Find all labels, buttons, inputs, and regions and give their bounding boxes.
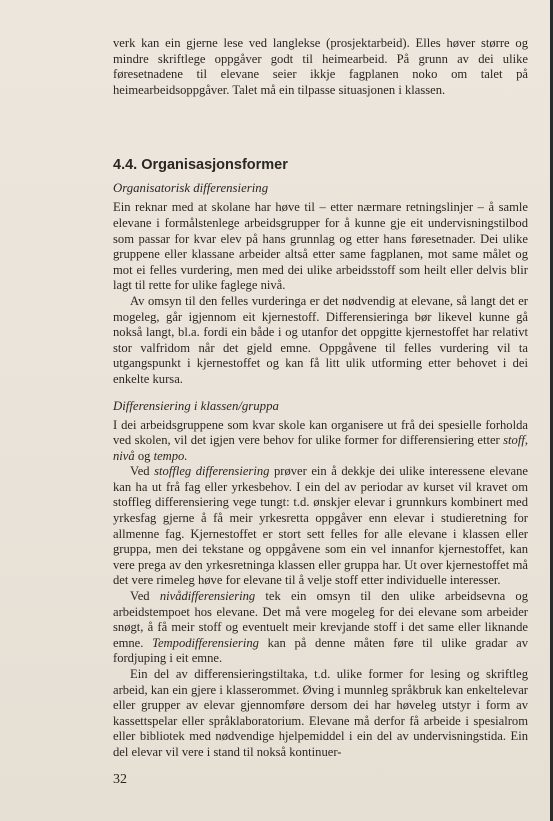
paragraph-niva: Ved nivådifferensiering tek ein omsyn til den ulike arbeidsevna og arbeidstempoet hos elevane. Det må vere mogeleg for dei elevane som arbeider snøgt, å få meir stoff og eventuelt meir krevjande stoff i det same eller liknande emne. Tempodifferensiering kan på denne måten føre til ulike gradar av fordjuping i eit emne. bbox=[113, 589, 528, 666]
emphasis-tempodifferensiering: Tempodifferensiering bbox=[152, 635, 259, 650]
emphasis-stoff-niva: stoff, nivå bbox=[113, 433, 528, 463]
emphasis-tempo: tempo. bbox=[153, 448, 188, 463]
paragraph-organisatorisk-1: Ein reknar med at skolane har høve til – etter nærmare retningslinjer – å samle elevane i formålstenlege arbeidsgrupper for å kunne gje eit undervisningstilbod som passar for kvar elev på hans grunnlag og etter hans føresetnader. Dei ulike gruppene eller klassane arbeider altså etter same fagplanen, mot same målet og mot ei felles vurdering, men med dei ulike arbeidsstoff som heilt eller delvis blir lagt til rette for ulike faglege nivå. bbox=[113, 200, 528, 293]
paragraph-organisatorisk-2: Av omsyn til den felles vurderinga er det nødvendig at elevane, så langt det er mogeleg, går igjennom eit kjernestoff. Differensieringa bør likevel kunne gå nokså langt, bl.a. fordi ein både i og utanfor det oppgitte kjernestoffet har relativt stor valfridom når det gjeld emne. Oppgåvene til felles vurdering vil ta utgangspunkt i kjernestoffet og kan få litt ulik utforming etter behovet i dei enkelte kursa. bbox=[113, 293, 528, 386]
subheading-differensiering-klassen: Differensiering i klassen/gruppa bbox=[113, 398, 279, 413]
intro-paragraph: verk kan ein gjerne lese ved langlekse (prosjektarbeid). Elles høver større og mindre skriftlege oppgåver godt til heimearbeid. På grunn av dei ulike føresetnadene til elevane seier ikkje fagplanen noko om talet på heimearbeidsoppgåver. Talet må ein tilpasse situasjonen i klassen. bbox=[113, 36, 528, 97]
page-number: 32 bbox=[113, 772, 127, 787]
page-content bbox=[113, 36, 528, 761]
emphasis-stoffleg: stoffleg differensiering bbox=[154, 464, 270, 479]
subheading-organisatorisk: Organisatorisk differensiering bbox=[113, 181, 269, 196]
paragraph-differensiering-1: I dei arbeidsgruppene som kvar skole kan organisere ut frå dei spesielle forholda ved skolen, vil det igjen vere behov for ulike former for differensiering etter stoff, nivå og tempo. bbox=[113, 417, 528, 463]
paragraph-stoffleg: Ved stoffleg differensiering prøver ein å dekkje dei ulike interessene elevane kan ha ut frå fag eller yrkesbehov. I ein del av periodar av kurset vil kravet om stoffleg differensiering vege tungt: t.d. ønskjer elevar i grunnkurs kombinert med yrkesfag gjerne å få meir yrkesretta oppgåver enn elevar i studieretning for allmenne fag. Kjernestoffet er stort sett felles for alle elevane i klassen eller gruppa, men dei tekstane og oppgåvene som ein vel innanfor kjernestoffet, kan vere prega av den yrkesretninga klassen eller gruppa har. Ut over kjernestoffet må det vere rimeleg høve for elevane til å velje stoff etter individuelle interesser. bbox=[113, 464, 528, 588]
section-heading: 4.4. Organisasjonsformer bbox=[113, 157, 288, 174]
paragraph-tiltak: Ein del av differensieringstiltaka, t.d. ulike former for lesing og skriftleg arbeid, kan ein gjere i klasserommet. Øving i munnleg språkbruk kan enkeltelevar eller grupper av elevar gjennomføre dersom dei har høveleg utstyr i form av kassettspelar eller språklaboratorium. Elevane må derfor få arbeide i spesialrom eller bibliotek med nødvendige hjelpemiddel i ein del av undervisningstida. Ein del elevar vil vere i stand til nokså kontinuer- bbox=[113, 667, 528, 759]
emphasis-nivadifferensiering: nivådifferensiering bbox=[159, 589, 256, 604]
